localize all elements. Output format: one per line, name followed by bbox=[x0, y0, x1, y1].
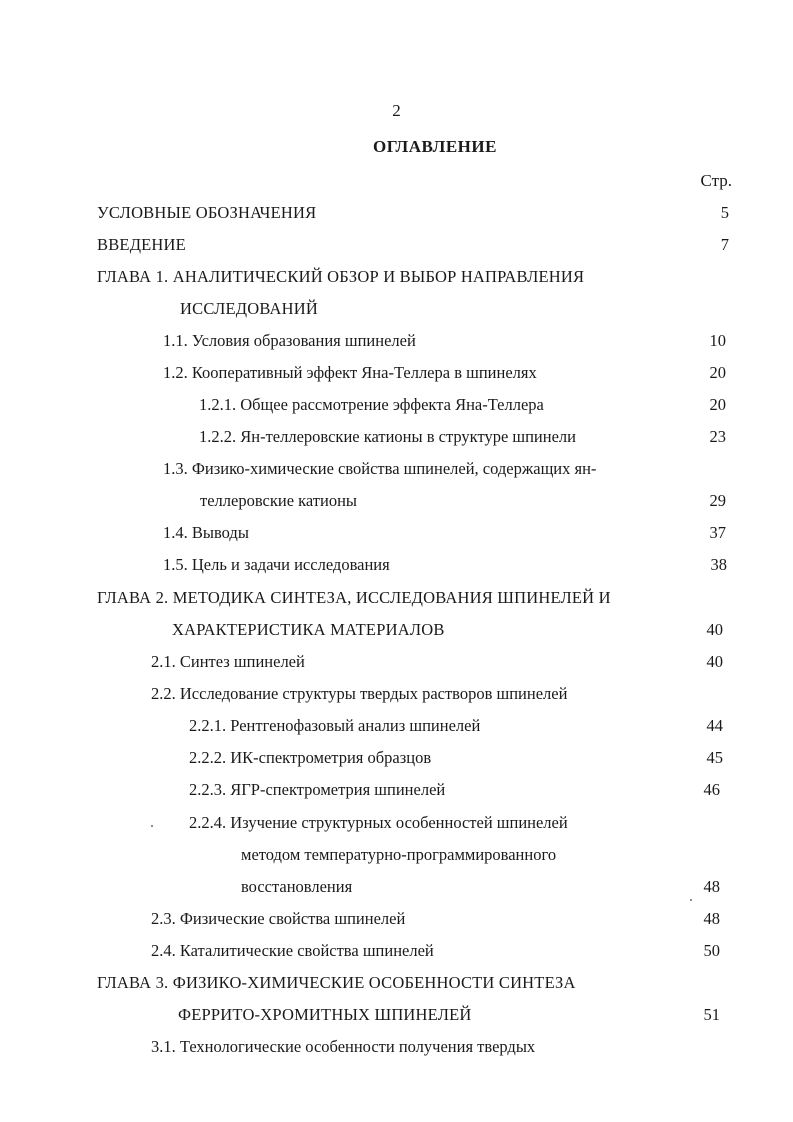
scan-speck bbox=[690, 899, 692, 901]
toc-entry-page: 10 bbox=[709, 331, 726, 350]
toc-entry-text: 3.1. Технологические особенности получения твердых bbox=[151, 1037, 536, 1056]
toc-entry-page: 46 bbox=[703, 780, 720, 799]
toc-entry-text: ВВЕДЕНИЕ bbox=[97, 235, 186, 254]
page-number: 2 bbox=[392, 101, 401, 120]
toc-entry-page: 48 bbox=[703, 909, 720, 928]
toc-entry-text: ФЕРРИТО-ХРОМИТНЫХ ШПИНЕЛЕЙ bbox=[178, 1005, 472, 1024]
toc-entry-text: теллеровские катионы bbox=[200, 491, 358, 510]
toc-entry-text: 1.5. Цель и задачи исследования bbox=[163, 555, 390, 574]
toc-entry-page: 38 bbox=[710, 555, 727, 574]
toc-entry-text: 2.2. Исследование структуры твердых растворов шпинелей bbox=[151, 684, 568, 703]
toc-entry-text: 2.2.4. Изучение структурных особенностей шпинелей bbox=[189, 813, 568, 832]
toc-entry-text: 2.1. Синтез шпинелей bbox=[151, 652, 305, 671]
toc-entry-text: 1.4. Выводы bbox=[163, 523, 249, 542]
toc-entry-page: 44 bbox=[706, 716, 723, 735]
toc-entry-page: 20 bbox=[709, 395, 726, 414]
toc-entry-text: УСЛОВНЫЕ ОБОЗНАЧЕНИЯ bbox=[97, 203, 317, 222]
toc-entry-text: восстановления bbox=[241, 877, 353, 896]
toc-entry-page: 5 bbox=[720, 203, 729, 222]
toc-entry-page: 29 bbox=[709, 491, 726, 510]
toc-entry-text: 1.2.1. Общее рассмотрение эффекта Яна-Теллера bbox=[199, 395, 544, 414]
toc-entry-text: 2.4. Каталитические свойства шпинелей bbox=[151, 941, 434, 960]
toc-entry-page: 40 bbox=[706, 652, 723, 671]
toc-entry-page: 37 bbox=[709, 523, 726, 542]
toc-entry-page: 40 bbox=[706, 620, 723, 639]
toc-entry-text: ГЛАВА 2. МЕТОДИКА СИНТЕЗА, ИССЛЕДОВАНИЯ ШПИНЕЛЕЙ И bbox=[97, 588, 611, 607]
toc-entry-text: ХАРАКТЕРИСТИКА МАТЕРИАЛОВ bbox=[172, 620, 445, 639]
toc-entry-text: методом температурно-программированного bbox=[241, 845, 557, 864]
toc-entry-page: 48 bbox=[703, 877, 720, 896]
toc-entry-page: 23 bbox=[709, 427, 726, 446]
page-column-label: Стр. bbox=[700, 171, 732, 190]
toc-entry-text: 2.3. Физические свойства шпинелей bbox=[151, 909, 406, 928]
toc-entry-text: 2.2.1. Рентгенофазовый анализ шпинелей bbox=[189, 716, 481, 735]
scan-speck bbox=[151, 825, 153, 827]
toc-entry-page: 50 bbox=[703, 941, 720, 960]
toc-entry-text: 2.2.2. ИК-спектрометрия образцов bbox=[189, 748, 432, 767]
toc-entry-text: ГЛАВА 1. АНАЛИТИЧЕСКИЙ ОБЗОР И ВЫБОР НАПРАВЛЕНИЯ bbox=[97, 267, 585, 286]
toc-entry-text: ГЛАВА 3. ФИЗИКО-ХИМИЧЕСКИЕ ОСОБЕННОСТИ СИНТЕЗА bbox=[97, 973, 576, 992]
toc-entry-page: 45 bbox=[706, 748, 723, 767]
toc-entry-text: 1.1. Условия образования шпинелей bbox=[163, 331, 416, 350]
toc-entry-text: 1.3. Физико-химические свойства шпинелей, содержащих ян- bbox=[163, 459, 597, 478]
toc-entry-text: 2.2.3. ЯГР-спектрометрия шпинелей bbox=[189, 780, 446, 799]
toc-entry-text: ИССЛЕДОВАНИЙ bbox=[180, 299, 318, 318]
page-title: ОГЛАВЛЕНИЕ bbox=[373, 137, 497, 156]
toc-entry-text: 1.2.2. Ян-теллеровские катионы в структуре шпинели bbox=[199, 427, 576, 446]
toc-entry-page: 51 bbox=[703, 1005, 720, 1024]
toc-entry-page: 20 bbox=[709, 363, 726, 382]
toc-entry-page: 7 bbox=[720, 235, 729, 254]
toc-entry-text: 1.2. Кооперативный эффект Яна-Теллера в шпинелях bbox=[163, 363, 537, 382]
